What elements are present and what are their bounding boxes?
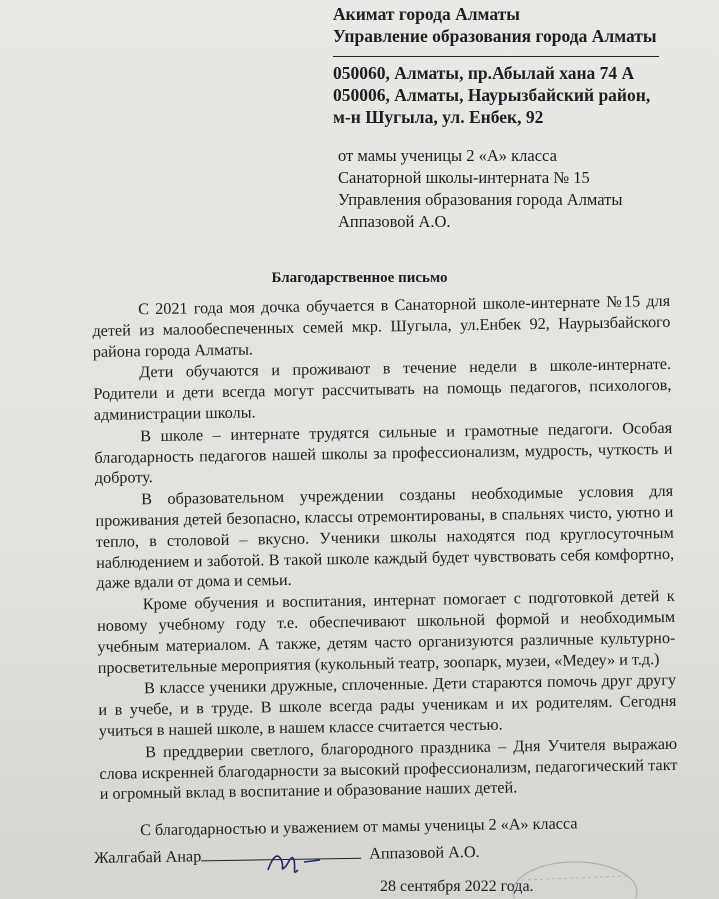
paragraph: С 2021 года моя дочка обучается в Санаторной школе-интернате №15 для детей из малообеспеченных семей мкр. Шугыла, ул.Енбек 92, Наурызбайского района города Алматы. [92, 291, 671, 361]
handwritten-signature [262, 840, 332, 880]
letter-date: 28 сентября 2022 года. [380, 878, 534, 895]
header-org-education: Управление образования города Алматы [333, 26, 657, 46]
signer-name-left: Жалгабай Анар [94, 847, 202, 867]
sender-line-3: Управления образования города Алматы [338, 190, 623, 209]
sender-line-4: Аппазовой А.О. [338, 212, 451, 231]
letter-title: Благодарственное письмо [271, 270, 448, 286]
header-address-3: м-н Шугыла, ул. Енбек, 92 [333, 107, 544, 127]
closing-text: С благодарностью и уважением от мамы ученицы 2 «А» класса [139, 814, 578, 840]
stamp-mark [510, 858, 640, 898]
letter-body [92, 291, 678, 806]
paragraph: Дети обучаются и проживают в течение недели в школе-интернате. Родители и дети всегда могут рассчитывать на помощь педагогов, психологов, администрации школы. [93, 355, 672, 424]
paragraph: В классе ученики дружные, сплоченные. Дети стараются помочь друг другу и в учебе, и в труде. В школе всегда рады ученикам и их родителям. Сегодня учиться в нашей школе, в нашем классе считается честью. [98, 671, 677, 740]
header-address-2: 050006, Алматы, Наурызбайский район, [333, 85, 651, 105]
paragraph: Кроме обучения и воспитания, интернат помогает с подготовкой детей к новому учебному году т.е. обеспечивают школьной формой и необходимым учебным материалом. А также, детям часто организуются различные культурно-просветительные мероприятия (кукольный театр, зоопарк, музеи, «Медеу» и т.д.) [96, 587, 676, 677]
header-org-akimat: Акимат города Алматы [333, 4, 520, 24]
paragraph: В образовательном учреждении созданы необходимые условия для проживания детей безопасно, классы отремонтированы, в спальнях чисто, уютно и тепло, в столовой – вкусно. Ученики школы находятся под круглосуточным наблюдением и заботой. В такой школе каждый будет чувствовать себя комфортно, даже вдали от дома и семьи. [95, 482, 675, 593]
signer-name-right: Аппазовой А.О. [369, 842, 480, 863]
header-address-1: 050060, Алматы, пр.Абылай хана 74 А [333, 63, 635, 83]
closing-line [94, 813, 684, 841]
header-divider [333, 56, 659, 57]
paragraph: В преддверии светлого, благородного праздника – Дня Учителя выражаю слова искренней благодарности за высокий профессионализм, педагогический такт и огромный вклад в воспитание и образование наших детей. [99, 734, 678, 804]
sender-line-1: от мамы ученицы 2 «А» класса [338, 146, 557, 165]
paragraph: В школе – интернате трудятся сильные и грамотные педагоги. Особая благодарность педагогов нашей школы за профессионализм, мудрость, чуткость и доброту. [94, 418, 673, 488]
sender-line-2: Санаторной школы-интерната № 15 [338, 168, 590, 187]
